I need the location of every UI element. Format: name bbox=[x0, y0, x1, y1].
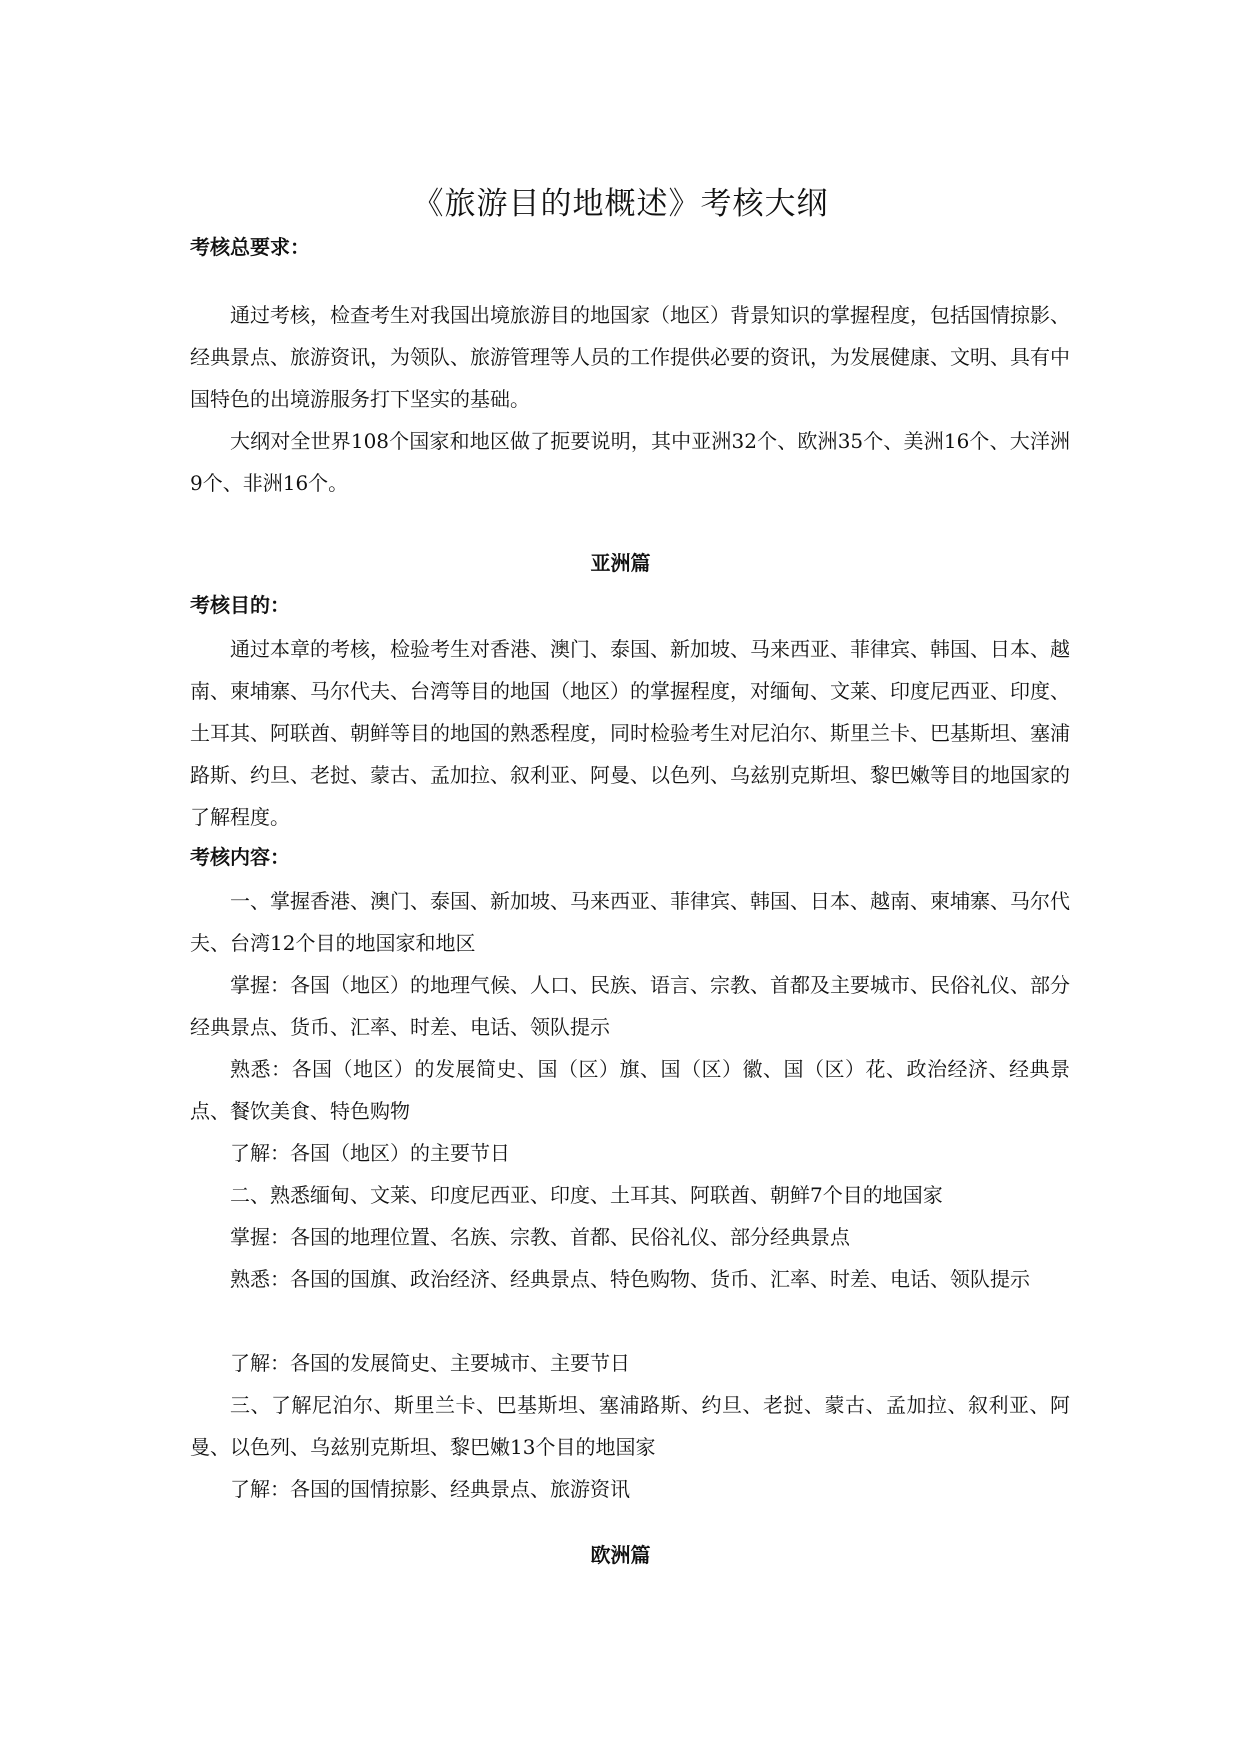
asia-content-heading: 考核内容： bbox=[190, 845, 290, 869]
asia-goal-heading: 考核目的： bbox=[190, 593, 290, 617]
asia-content-item: 掌握：各国（地区）的地理气候、人口、民族、语言、宗教、首都及主要城市、民俗礼仪、部分经典景点、货币、汇率、时差、电话、领队提示 bbox=[190, 973, 1070, 1039]
asia-content-item: 三、了解尼泊尔、斯里兰卡、巴基斯坦、塞浦路斯、约旦、老挝、蒙古、孟加拉、叙利亚、阿曼、以色列、乌兹别克斯坦、黎巴嫩13个目的地国家 bbox=[190, 1393, 1070, 1459]
general-requirements-paragraph: 大纲对全世界108个国家和地区做了扼要说明，其中亚洲32个、欧洲35个、美洲16个、大洋洲9个、非洲16个。 bbox=[190, 429, 1070, 495]
asia-content-item: 一、掌握香港、澳门、泰国、新加坡、马来西亚、菲律宾、韩国、日本、越南、柬埔寨、马尔代夫、台湾12个目的地国家和地区 bbox=[190, 889, 1070, 955]
asia-goal-text: 通过本章的考核，检验考生对香港、澳门、泰国、新加坡、马来西亚、菲律宾、韩国、日本、越南、柬埔寨、马尔代夫、台湾等目的地国（地区）的掌握程度，对缅甸、文莱、印度尼西亚、印度、土耳其、阿联酋、朝鲜等目的地国的熟悉程度，同时检验考生对尼泊尔、斯里兰卡、巴基斯坦、塞浦路斯、约旦、老挝、蒙古、孟加拉、叙利亚、阿曼、以色列、乌兹别克斯坦、黎巴嫩等目的地国家的了解程度。 bbox=[190, 637, 1070, 829]
general-requirements-paragraph: 通过考核，检查考生对我国出境旅游目的地国家（地区）背景知识的掌握程度，包括国情掠影、经典景点、旅游资讯，为领队、旅游管理等人员的工作提供必要的资讯，为发展健康、文明、具有中国特色的出境游服务打下坚实的基础。 bbox=[190, 303, 1070, 411]
general-requirements-heading: 考核总要求： bbox=[190, 235, 310, 259]
asia-content-item: 熟悉：各国的国旗、政治经济、经典景点、特色购物、货币、汇率、时差、电话、领队提示 bbox=[230, 1267, 1030, 1291]
asia-content-item: 二、熟悉缅甸、文莱、印度尼西亚、印度、土耳其、阿联酋、朝鲜7个目的地国家 bbox=[230, 1183, 943, 1207]
section-title-asia: 亚洲篇 bbox=[590, 551, 651, 575]
section-title-europe: 欧洲篇 bbox=[590, 1543, 651, 1567]
asia-content-item: 熟悉：各国（地区）的发展简史、国（区）旗、国（区）徽、国（区）花、政治经济、经典景点、餐饮美食、特色购物 bbox=[190, 1057, 1070, 1123]
asia-content-item: 了解：各国的发展简史、主要城市、主要节日 bbox=[230, 1351, 630, 1375]
asia-content-item: 了解：各国的国情掠影、经典景点、旅游资讯 bbox=[230, 1477, 630, 1501]
asia-content-item: 掌握：各国的地理位置、名族、宗教、首都、民俗礼仪、部分经典景点 bbox=[230, 1225, 850, 1249]
asia-content-item: 了解：各国（地区）的主要节日 bbox=[230, 1141, 510, 1165]
document-title: 《旅游目的地概述》考核大纲 bbox=[412, 186, 829, 222]
